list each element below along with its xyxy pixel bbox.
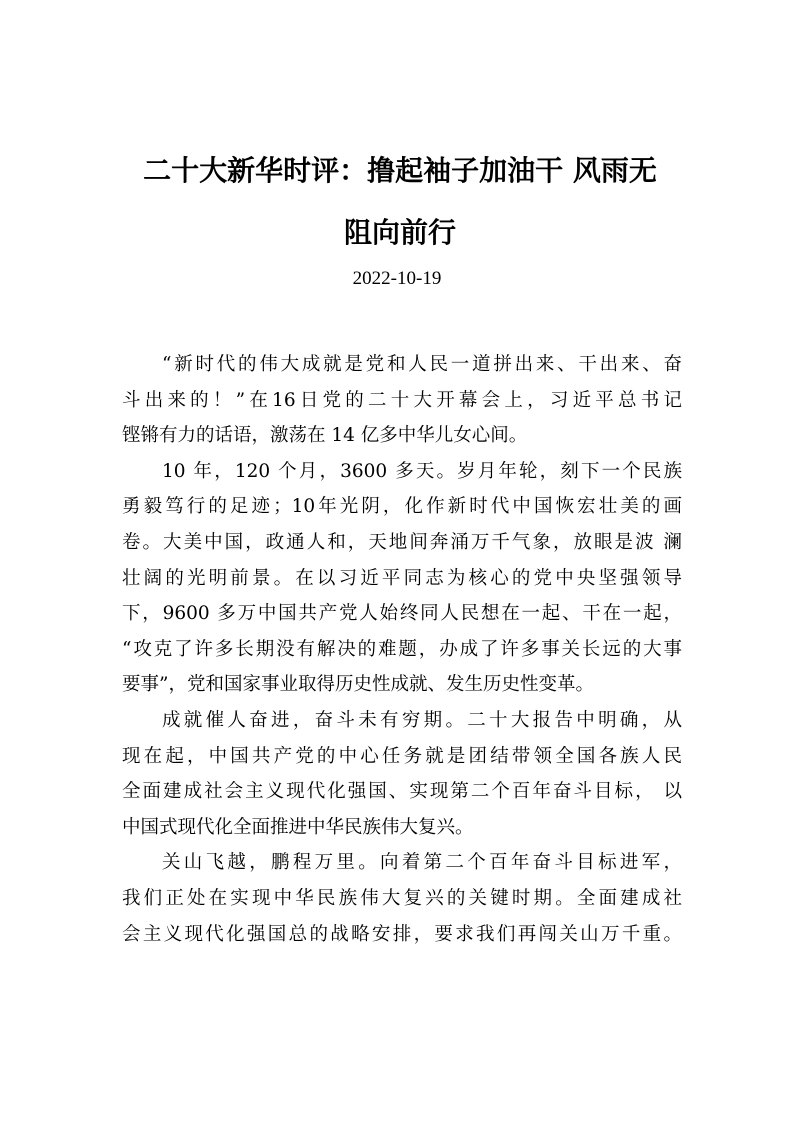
article-title xyxy=(100,140,700,264)
paragraph-line: “新时代的伟大成就是党和人民一道拼出来、干出来、奋 xyxy=(162,354,682,375)
paragraph-line: 壮阔的光明前景。在以习近平同志为核心的党中央坚强领导 xyxy=(122,567,682,589)
paragraph-line: 成就催人奋进，奋斗未有穷期。二十大报告中明确，从 xyxy=(162,709,682,731)
paragraph xyxy=(122,347,682,454)
paragraph-line: 现在起，中国共产党的中心任务就是团结带领全国各族人民 xyxy=(122,745,682,767)
paragraph-line: 勇毅笃行的足迹；10年光阴，化作新时代中国恢宏壮美的画 xyxy=(122,496,682,518)
paragraph xyxy=(122,845,682,952)
paragraph xyxy=(122,454,682,703)
article-body xyxy=(122,347,682,952)
paragraph-line: 中国式现代化全面推进中华民族伟大复兴。 xyxy=(122,816,474,838)
paragraph-line: 全面建成社会主义现代化强国、实现第二个百年奋斗目标， 以 xyxy=(122,781,682,803)
paragraph-line: “攻克了许多长期没有解决的难题，办成了许多事关长远的大事 xyxy=(122,638,682,660)
paragraph-line: 会主义现代化强国总的战略安排，要求我们再闯关山万千重。 xyxy=(122,923,682,945)
article-title-line: 阻向前行 xyxy=(343,216,456,249)
paragraph-line: 10 年，120 个月，3600 多天。岁月年轮，刻下一个民族 xyxy=(162,460,682,482)
paragraph-line: 铿锵有力的话语，激荡在 14 亿多中华儿女心间。 xyxy=(122,425,528,447)
article-date: 2022-10-19 xyxy=(352,268,442,289)
paragraph xyxy=(122,703,682,845)
paragraph-line: 要事”，党和国家事业取得历史性成就、发生历史性变革。 xyxy=(122,674,594,696)
paragraph-line: 卷。大美中国，政通人和，天地间奔涌万千气象，放眼是波 澜 xyxy=(122,531,682,553)
paragraph-line: 下，9600 多万中国共产党人始终同人民想在一起、干在一起， xyxy=(122,603,682,625)
paragraph-line: 斗出来的！”在16日党的二十大开幕会上，习近平总书记 xyxy=(122,389,682,411)
paragraph-line: 关山飞越，鹏程万里。向着第二个百年奋斗目标进军， xyxy=(162,852,682,874)
article-title-line: 二十大新华时评：撸起袖子加油干 风雨无 xyxy=(143,154,657,187)
paragraph-line: 我们正处在实现中华民族伟大复兴的关键时期。全面建成社 xyxy=(122,887,682,909)
